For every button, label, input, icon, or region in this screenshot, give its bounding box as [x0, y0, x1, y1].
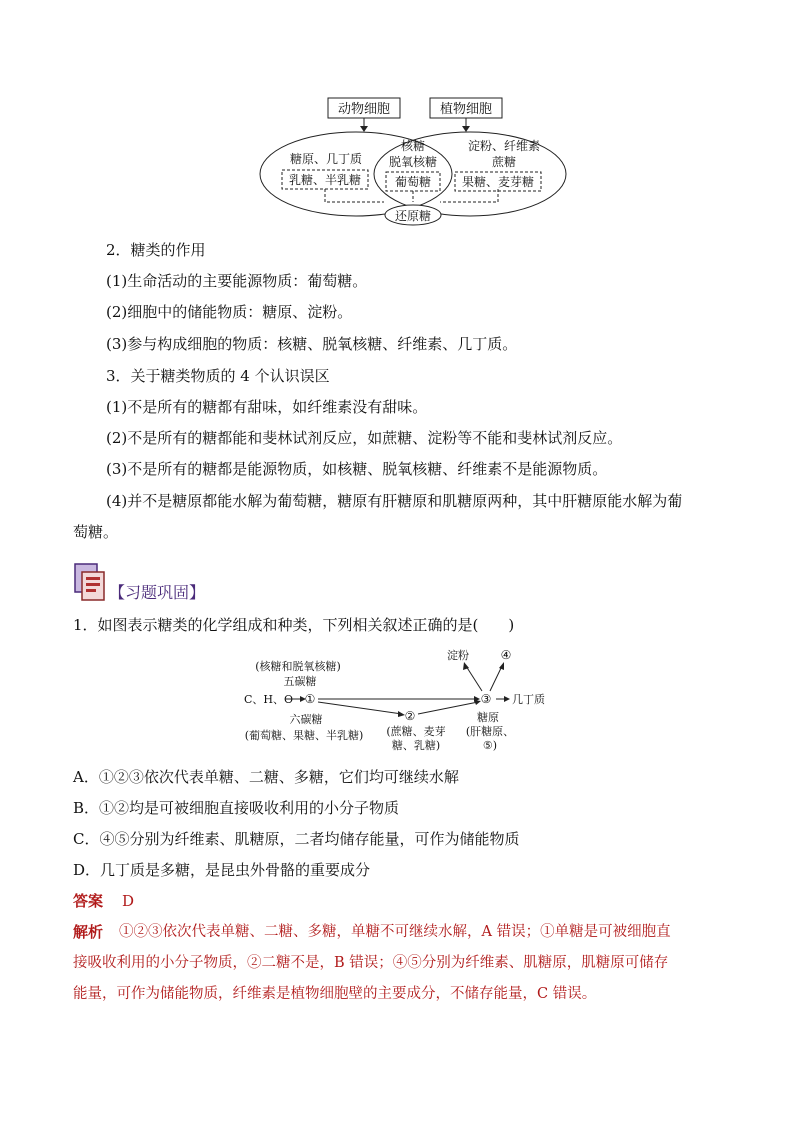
answer-label: 答案: [73, 892, 104, 910]
node-2: ②: [404, 709, 416, 723]
plant-cell-label: 植物细胞: [439, 102, 493, 117]
option-d: D．几丁质是多糖，是昆虫外骨骼的重要成分: [73, 861, 371, 879]
glycogen-label-2: (肝糖原、: [465, 725, 515, 738]
reducing-sugar-label: 还原糖: [394, 209, 432, 223]
section3-item-2: (2)不是所有的糖都能和斐林试剂反应，如蔗糖、淀粉等不能和斐林试剂反应。: [106, 429, 623, 447]
node-1: ①: [304, 692, 316, 706]
sugar-distribution-diagram: [250, 90, 570, 230]
section2-item-1: (1)生命活动的主要能源物质：葡萄糖。: [106, 272, 368, 290]
section3-item-4-line2: 萄糖。: [73, 523, 119, 541]
section3-title: 3．关于糖类物质的 4 个认识误区: [106, 367, 330, 385]
option-c: C．④⑤分别为纤维素、肌糖原，二者均储存能量，可作为储能物质: [73, 830, 520, 848]
mid-text-2: 脱氧核糖: [388, 155, 438, 169]
pentose-label: 五碳糖: [283, 675, 317, 688]
disaccharide-label-2: 糖、乳糖): [391, 739, 441, 752]
option-a: A．①②③依次代表单糖、二糖、多糖，它们均可继续水解: [73, 768, 459, 786]
hexose-label: 六碳糖: [289, 713, 323, 726]
hexose-examples-label: (葡萄糖、果糖、半乳糖): [244, 729, 364, 742]
analysis-line-2: 接吸收利用的小分子物质，②二糖不是，B 错误；④⑤分别为纤维素、肌糖原，肌糖原可储存: [73, 955, 669, 971]
node-3: ③: [480, 692, 492, 706]
analysis-label: 解析: [73, 923, 104, 941]
right-text-2: 蔗糖: [491, 155, 517, 169]
left-text-1: 糖原、几丁质: [289, 152, 363, 166]
section2-item-3: (3)参与构成细胞的物质：核糖、脱氧核糖、纤维素、几丁质。: [106, 335, 518, 353]
glycogen-label-3: ⑤): [482, 739, 498, 752]
analysis-line-1: ①②③依次代表单糖、二糖、多糖，单糖不可继续水解，A 错误；①单糖是可被细胞直: [119, 924, 671, 940]
question-stem: 1．如图表示糖类的化学组成和种类，下列相关叙述正确的是( ): [73, 616, 515, 634]
node-4: ④: [500, 648, 512, 662]
animal-cell-label: 动物细胞: [337, 102, 391, 117]
exercise-header: 【习题巩固】: [109, 583, 206, 602]
left-text-2: 乳糖、半乳糖: [288, 173, 362, 187]
mid-text-1: 核糖: [400, 139, 426, 153]
exercise-icon: [73, 562, 107, 602]
section3-item-3: (3)不是所有的糖都是能源物质，如核糖、脱氧核糖、纤维素不是能源物质。: [106, 460, 608, 478]
disaccharide-label-1: (蔗糖、麦芽: [386, 725, 446, 738]
section2-title: 2．糖类的作用: [106, 241, 206, 259]
right-text-3: 果糖、麦芽糖: [461, 175, 535, 189]
ribose-pair-label: (核糖和脱氧核糖): [255, 660, 341, 673]
section3-item-1: (1)不是所有的糖都有甜味，如纤维素没有甜味。: [106, 398, 428, 416]
right-text-1: 淀粉、纤维素: [467, 139, 541, 153]
answer-value: D: [122, 892, 135, 910]
sugar-classification-diagram: [240, 644, 560, 756]
section3-item-4-line1: (4)并不是糖原都能水解为葡萄糖，糖原有肝糖原和肌糖原两种，其中肝糖原能水解为葡: [106, 492, 683, 510]
section2-item-2: (2)细胞中的储能物质：糖原、淀粉。: [106, 303, 353, 321]
elements-label: C、H、O: [244, 693, 294, 706]
starch-label: 淀粉: [447, 649, 469, 662]
analysis-line-3: 能量，可作为储能物质，纤维素是植物细胞壁的主要成分，不储存能量，C 错误。: [73, 986, 597, 1002]
chitin-label: 几丁质: [512, 693, 545, 706]
mid-text-3: 葡萄糖: [394, 175, 432, 189]
glycogen-label: 糖原: [477, 711, 499, 724]
option-b: B．①②均是可被细胞直接吸收利用的小分子物质: [73, 799, 400, 817]
